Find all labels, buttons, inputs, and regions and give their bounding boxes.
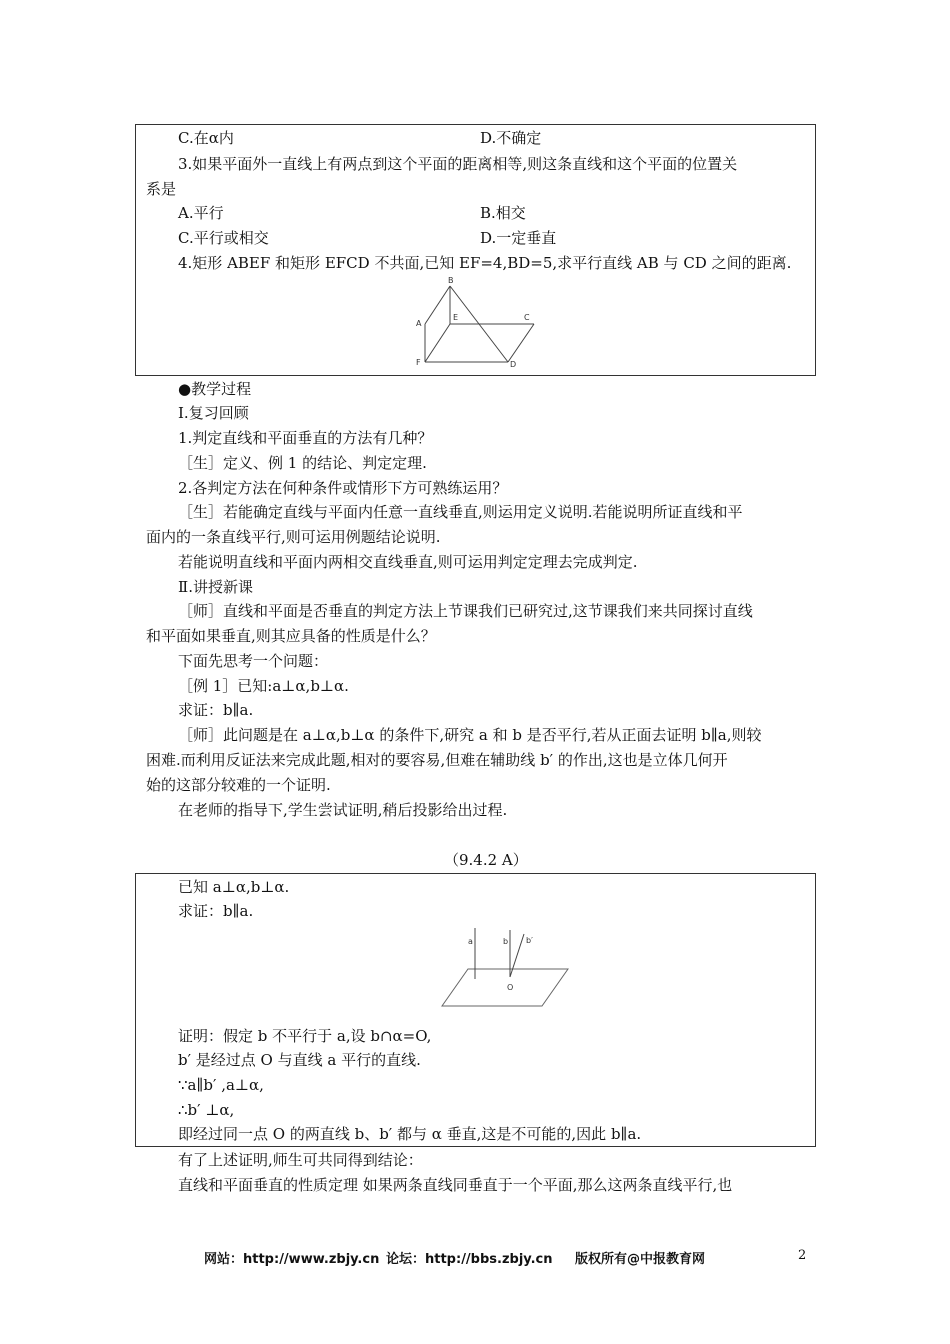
question-4: 4.矩形 ABEF 和矩形 EFCD 不共面,已知 EF=4,BD=5,求平行直线 AB 与 CD 之间的距离. — [178, 254, 792, 272]
label-a: a — [468, 937, 473, 946]
body-line: 2.各判定方法在何种条件或情形下方可熟练运用？ — [178, 479, 508, 497]
body-line: 下面先思考一个问题： — [178, 652, 329, 670]
body-line: 1.判定直线和平面垂直的方法有几种？ — [178, 429, 433, 447]
body-line: 困难.而利用反证法来完成此题,相对的要容易,但难在辅助线 b′ 的作出,这也是立体几何开 — [146, 751, 728, 769]
section-review: Ⅰ.复习回顾 — [178, 404, 249, 422]
body-line: 在老师的指导下,学生尝试证明,稍后投影给出过程. — [178, 801, 508, 819]
label-e: E — [453, 313, 459, 322]
proof-line: b′ 是经过点 O 与直线 a 平行的直线. — [178, 1051, 421, 1069]
body-line: ［生］若能确定直线与平面内任意一直线垂直,则运用定义说明.若能说明所证直线和平 — [178, 503, 743, 521]
option-d: D.不确定 — [480, 129, 542, 147]
footer-website[interactable]: 网站：http://www.zbjy.cn — [204, 1252, 380, 1267]
label-d: D — [510, 360, 517, 369]
body-line: 求证：b∥a. — [178, 701, 254, 719]
perpendicular-lines-figure — [438, 924, 578, 1010]
theorem-statement: 直线和平面垂直的性质定理 如果两条直线同垂直于一个平面,那么这两条直线平行,也 — [178, 1176, 733, 1194]
label-b: B — [448, 276, 454, 285]
q3-option-c: C.平行或相交 — [178, 229, 269, 247]
proof-given: 已知 a⊥α,b⊥α. — [178, 878, 290, 896]
body-line: 面内的一条直线平行,则可运用例题结论说明. — [146, 528, 441, 546]
question-3-line1: 3.如果平面外一直线上有两点到这个平面的距离相等,则这条直线和这个平面的位置关 — [178, 155, 738, 173]
body-line: 有了上述证明,师生可共同得到结论： — [178, 1151, 423, 1169]
q3-option-d: D.一定垂直 — [480, 229, 557, 247]
page-number: 2 — [798, 1248, 807, 1263]
footer-forum[interactable]: 论坛：http://bbs.zbjy.cn — [386, 1252, 553, 1267]
proof-to-prove: 求证：b∥a. — [178, 902, 254, 920]
proof-line: 证明：假定 b 不平行于 a,设 b∩α=O, — [178, 1027, 432, 1045]
rectangles-figure — [410, 274, 550, 370]
label-f: F — [416, 358, 421, 367]
page-footer — [0, 1246, 950, 1268]
label-b: b — [503, 937, 509, 946]
proof-line: ∴b′ ⊥α, — [178, 1101, 235, 1119]
body-line: 若能说明直线和平面内两相交直线垂直,则可运用判定定理去完成判定. — [178, 553, 638, 571]
question-3-line2: 系是 — [146, 180, 177, 198]
body-line: ［师］此问题是在 a⊥α,b⊥α 的条件下,研究 a 和 b 是否平行,若从正面去证明 b∥a,则较 — [178, 726, 762, 744]
q3-option-a: A.平行 — [178, 204, 224, 222]
proof-line: ∵a∥b′ ,a⊥α, — [178, 1076, 264, 1094]
body-line: 始的这部分较难的一个证明. — [146, 776, 331, 794]
body-line: ［师］直线和平面是否垂直的判定方法上节课我们已研究过,这节课我们来共同探讨直线 — [178, 602, 753, 620]
label-o: O — [507, 983, 514, 992]
label-a: A — [416, 319, 422, 328]
option-c: C.在α内 — [178, 129, 234, 147]
section-new-lesson: Ⅱ.讲授新课 — [178, 578, 253, 596]
label-c: C — [524, 313, 530, 322]
example-1: ［例 1］已知:a⊥α,b⊥α. — [178, 677, 349, 695]
body-line: ［生］定义、例 1 的结论、判定定理. — [178, 454, 427, 472]
proof-line: 即经过同一点 O 的两直线 b、b′ 都与 α 垂直,这是不可能的,因此 b∥a. — [178, 1125, 642, 1143]
section-teaching-process: ●教学过程 — [178, 380, 252, 398]
label-b-prime: b′ — [526, 936, 533, 945]
box-caption: （9.4.2 A） — [444, 851, 528, 869]
body-line: 和平面如果垂直,则其应具备的性质是什么？ — [146, 627, 436, 645]
q3-option-b: B.相交 — [480, 204, 526, 222]
footer-copyright: 版权所有@中报教育网 — [575, 1252, 706, 1267]
